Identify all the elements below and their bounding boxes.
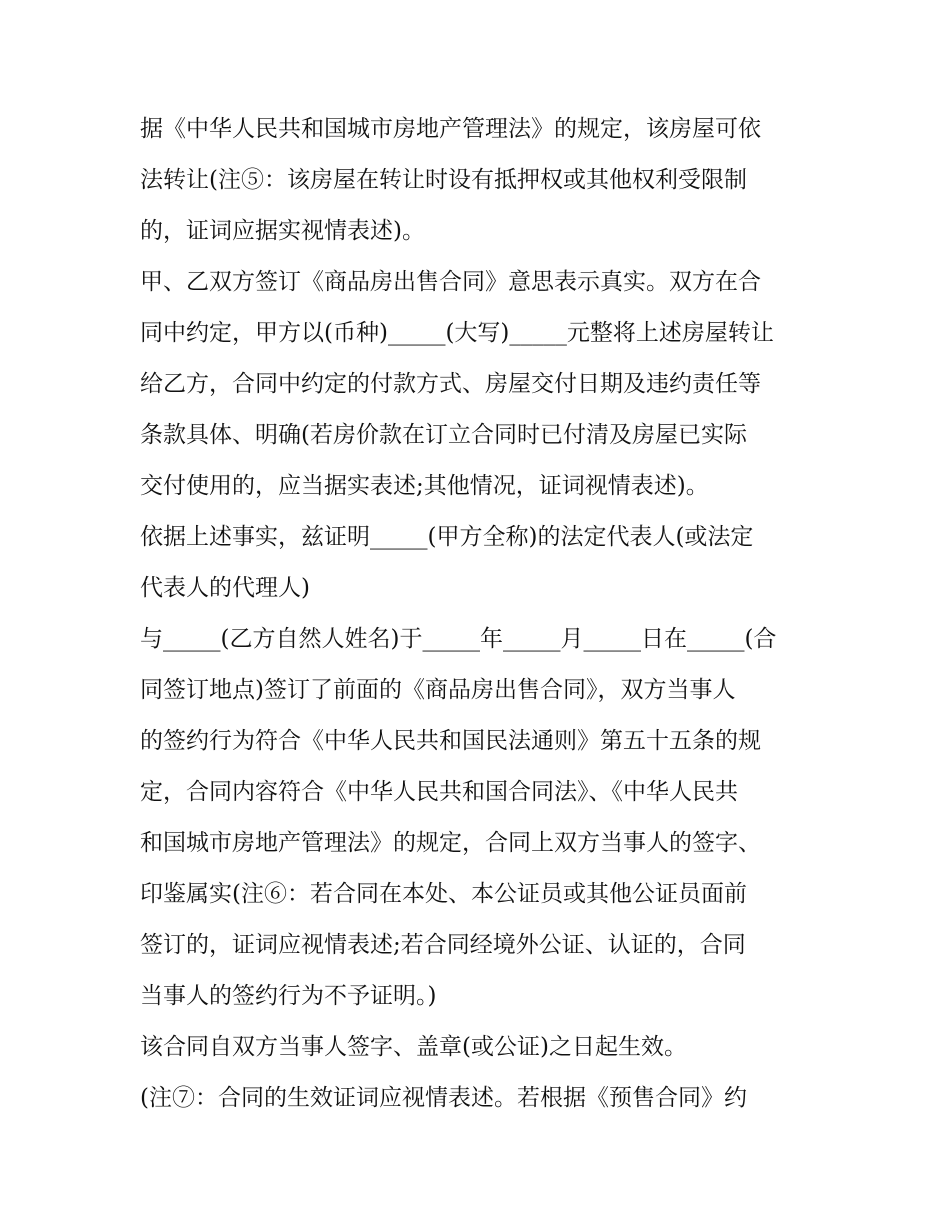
text-line: 代表人的代理人): [140, 575, 310, 601]
text-line: 签订的，证词应视情表述;若合同经境外公证、认证的，合同: [140, 932, 746, 958]
text-line: 的，证词应据实视情表述)。: [140, 218, 425, 244]
text-line: 同签订地点)签订了前面的《商品房出售合同》，双方当事人: [140, 677, 736, 703]
text-line: (注⑦：合同的生效证词应视情表述。若根据《预售合同》约: [140, 1085, 747, 1111]
text-line: 给乙方，合同中约定的付款方式、房屋交付日期及违约责任等: [140, 371, 761, 397]
text-line: 印鉴属实(注⑥：若合同在本处、本公证员或其他公证员面前: [140, 881, 747, 907]
document-body: [140, 104, 820, 1124]
text-line: 法转让(注⑤：该房屋在转让时设有抵押权或其他权利受限制: [140, 167, 747, 193]
text-line: 的签约行为符合《中华人民共和国民法通则》第五十五条的规: [140, 728, 761, 754]
text-line: 依据上述事实，兹证明_____(甲方全称)的法定代表人(或法定: [140, 524, 754, 550]
text-line: 当事人的签约行为不予证明。): [140, 983, 437, 1009]
text-line: 该合同自双方当事人签字、盖章(或公证)之日起生效。: [140, 1034, 687, 1060]
text-line: 与_____(乙方自然人姓名)于_____年_____月_____日在_____(合: [140, 626, 777, 652]
text-line: 交付使用的，应当据实表述;其他情况，证词视情表述)。: [140, 473, 709, 499]
text-line: 定，合同内容符合《中华人民共和国合同法》、《中华人民共: [140, 779, 738, 805]
text-line: 同中约定，甲方以(币种)_____(大写)_____元整将上述房屋转让: [140, 320, 774, 346]
text-line: 条款具体、明确(若房价款在订立合同时已付清及房屋已实际: [140, 422, 747, 448]
text-line: 和国城市房地产管理法》的规定，合同上双方当事人的签字、: [140, 830, 761, 856]
text-line: 甲、乙双方签订《商品房出售合同》意思表示真实。双方在合: [140, 269, 761, 295]
text-line: 据《中华人民共和国城市房地产管理法》的规定，该房屋可依: [140, 116, 761, 142]
